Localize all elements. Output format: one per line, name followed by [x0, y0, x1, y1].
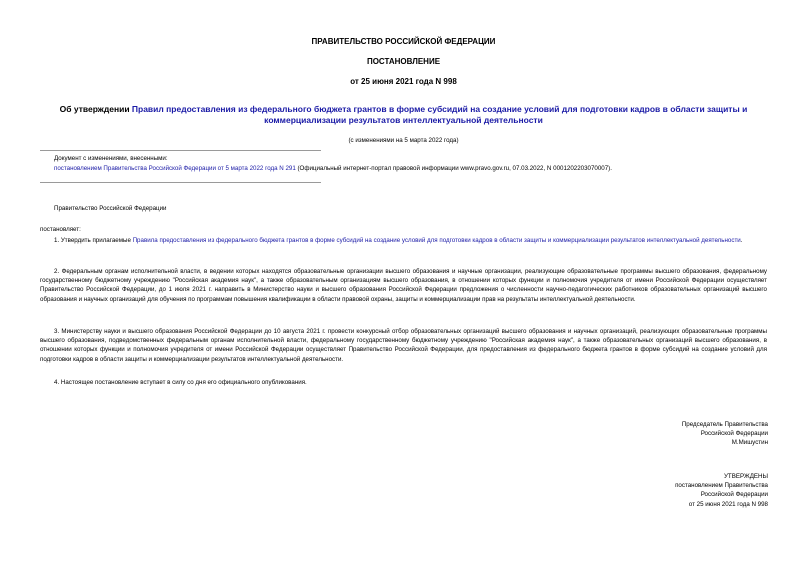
amending-resolution-source: (Официальный интернет-портал правовой информации www.pravo.gov.ru, 07.03.2022, N 0001202203070007). — [295, 165, 612, 172]
authority-heading: ПРАВИТЕЛЬСТВО РОССИЙСКОЙ ФЕДЕРАЦИИ — [311, 37, 496, 46]
approval-date: от 25 июня 2021 года N 998 — [688, 500, 768, 508]
government-label: Правительство Российской Федерации — [54, 205, 167, 212]
approval-country: Российской Федерации — [700, 491, 768, 499]
title-rules-link[interactable]: Правил предоставления из федерального бюджета грантов в форме субсидий на создание условий для подготовки кадров в области защиты и коммерциализации результатов интеллектуальной деятельности — [131, 104, 748, 125]
paragraph-1-suffix: . — [740, 237, 743, 244]
document-title — [40, 104, 767, 126]
signature-title: Председатель Правительства — [681, 421, 768, 428]
signature-block — [682, 420, 768, 448]
paragraph-1 — [40, 236, 767, 245]
signature-name: М.Мишустин — [731, 439, 768, 447]
amending-resolution-link[interactable]: постановлением Правительства Российской Федерации от 5 марта 2022 года N 291 — [54, 165, 296, 172]
approval-by: постановлением Правительства — [675, 482, 768, 490]
resolves-label: постановляет: — [40, 226, 81, 233]
paragraph-4: 4. Настоящее постановление вступает в силу со дня его официального опубликования. — [54, 379, 307, 386]
changes-divider-bottom — [40, 182, 321, 183]
changes-divider-top — [40, 150, 321, 151]
changes-block-line1: Документ с изменениями, внесенными: — [54, 155, 168, 162]
changes-block-line2 — [54, 164, 774, 173]
paragraph-3: 3. Министерству науки и высшего образования Российской Федерации до 10 августа 2021 г. провести конкурсный отбор образовательных организаций высшего образования и научных организаций, реализующих образовательные программы высшего образования, подведомственных федеральным органам исполнительной власти, федеральному государственному бюджетному учреждению "Российская академия наук", а также образовательных организаций высшего образования, в отношении которых функции и полномочия учредителя от имени Российской Федерации осуществляет Правительство Российской Федерации, для предоставления из федерального бюджета грантов в форме субсидий на создание условий для подготовки кадров в области защиты и коммерциализации результатов интеллектуальной деятельности. — [40, 328, 767, 363]
document-date-number: от 25 июня 2021 года N 998 — [350, 77, 457, 86]
amendment-note: (с изменениями на 5 марта 2022 года) — [348, 137, 459, 144]
paragraph-1-rules-link[interactable]: Правила предоставления из федерального бюджета грантов в форме субсидий на создание условий для подготовки кадров в области защиты и коммерциализации результатов интеллектуальной деятельности — [132, 237, 741, 244]
approval-block — [675, 472, 768, 509]
title-prefix: Об утверждении — [59, 104, 132, 114]
paragraph-1-prefix: 1. Утвердить прилагаемые — [54, 237, 133, 244]
approval-heading: УТВЕРЖДЕНЫ — [724, 473, 768, 480]
document-type-heading: ПОСТАНОВЛЕНИЕ — [366, 57, 441, 66]
signature-country: Российской Федерации — [700, 430, 768, 438]
paragraph-2: 2. Федеральным органам исполнительной власти, в ведении которых находятся образовательные организации высшего образования и научные организации, реализующие образовательные программы высшего образования, федеральному государственному бюджетному учреждению "Российская академия наук", а также образовательным организациям высшего образования, в отношении которых функции и полномочия учредителя от имени Российской Федерации осуществляет Правительство Российской Федерации, до 1 июля 2021 г. направить в Министерство науки и высшего образования Российской Федерации предложения о численности научно-педагогических работников образовательных организаций высшего образования и научных организаций для обучения по программам повышения квалификации в области правовой охраны, защиты и коммерциализации прав на результаты интеллектуальной деятельности. — [40, 268, 767, 303]
